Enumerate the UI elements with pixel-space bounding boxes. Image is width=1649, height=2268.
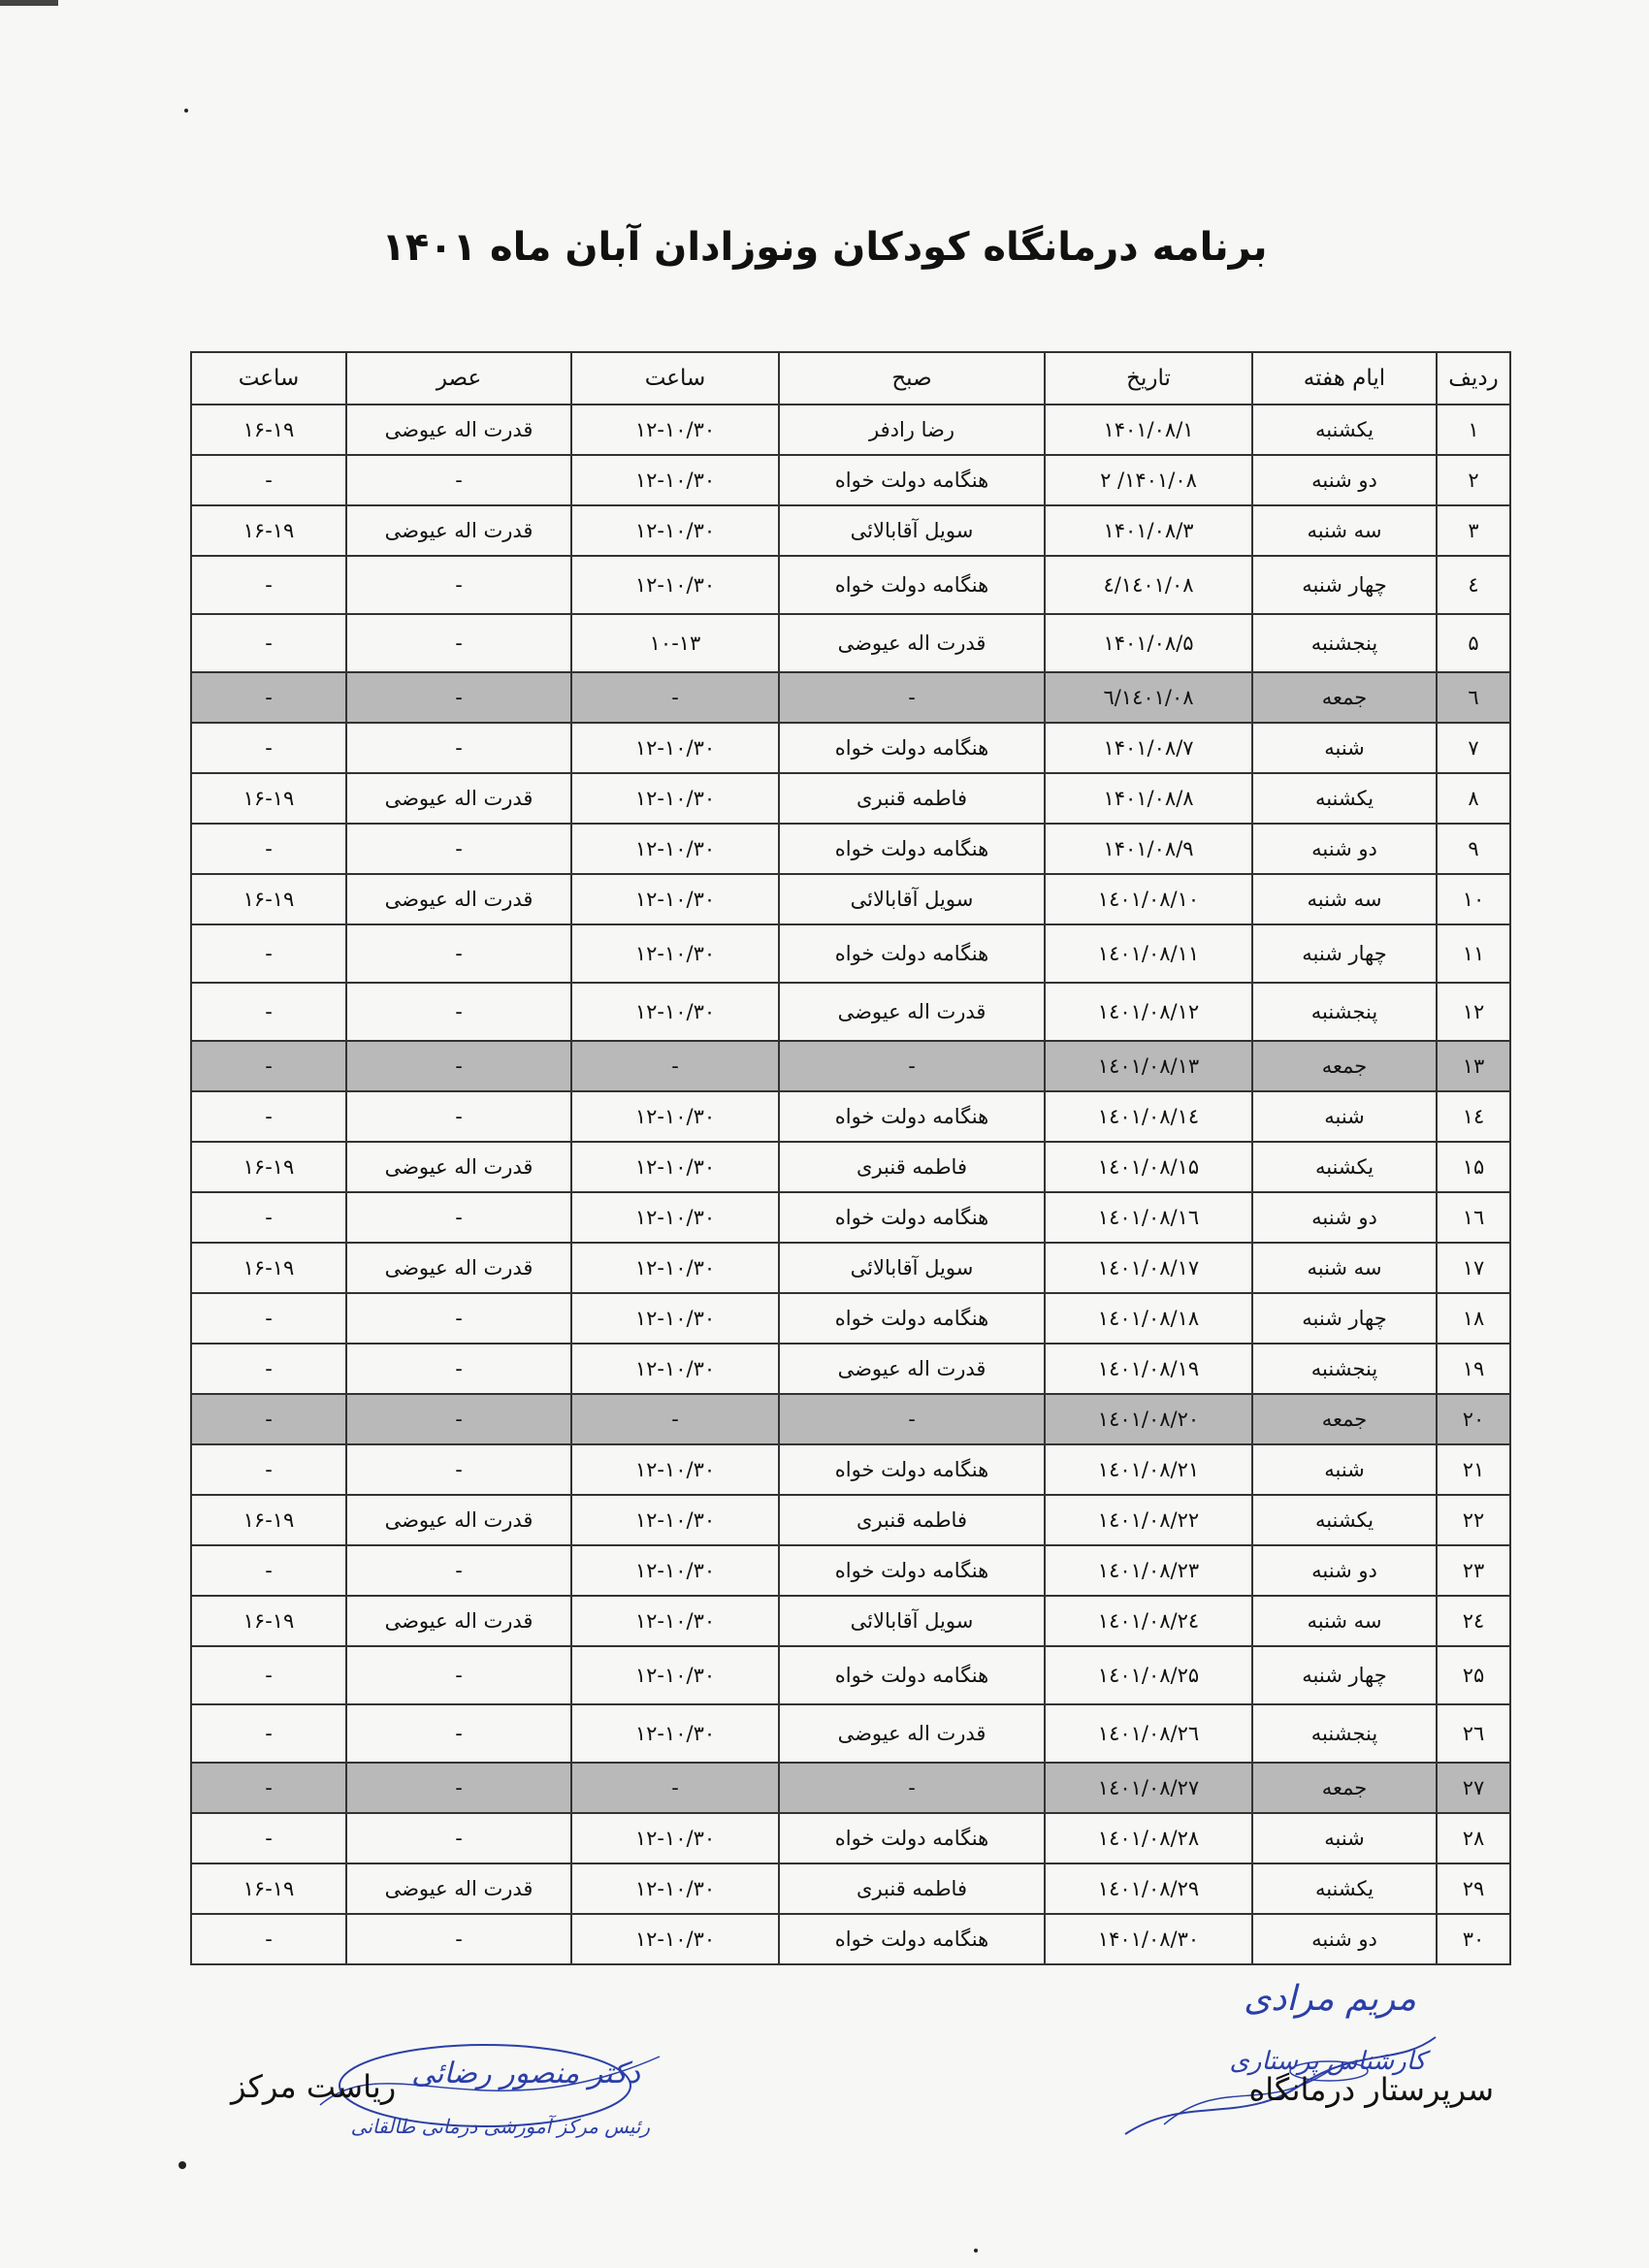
evening-time-cell: - xyxy=(191,983,346,1041)
date-cell: ۱٤۰۱/۰۸/۲۸ xyxy=(1045,1813,1252,1863)
evening-time-cell: - xyxy=(191,1704,346,1763)
evening-doctor-cell: - xyxy=(346,1763,571,1813)
row-number-cell: ۲۷ xyxy=(1437,1763,1510,1813)
morning-doctor-cell: فاطمه قنبری xyxy=(779,773,1045,824)
evening-doctor-cell: قدرت اله عیوضی xyxy=(346,1142,571,1192)
row-number-cell: ۲۰ xyxy=(1437,1394,1510,1444)
evening-doctor-cell: - xyxy=(346,1041,571,1091)
evening-time-cell: - xyxy=(191,723,346,773)
weekday-cell: دو شنبه xyxy=(1252,1545,1437,1596)
morning-time-cell: ۱۲-۱۰/۳۰ xyxy=(571,1704,779,1763)
table-row xyxy=(191,1192,1510,1243)
evening-doctor-cell: قدرت اله عیوضی xyxy=(346,874,571,924)
evening-time-cell: - xyxy=(191,556,346,614)
evening-doctor-cell: - xyxy=(346,924,571,983)
date-cell: ۱۴۰۱/۰۸/۳۰ xyxy=(1045,1914,1252,1964)
evening-time-cell: - xyxy=(191,455,346,505)
row-number-cell: ٤ xyxy=(1437,556,1510,614)
morning-time-cell: ۱۲-۱۰/۳۰ xyxy=(571,1142,779,1192)
weekday-cell: دو شنبه xyxy=(1252,824,1437,874)
weekday-cell: جمعه xyxy=(1252,1763,1437,1813)
date-cell: ۱٤۰۱/۰۸/۱۳ xyxy=(1045,1041,1252,1091)
row-number-cell: ۱۷ xyxy=(1437,1243,1510,1293)
date-cell: ۱٤۰۱/۰۸/۲۰ xyxy=(1045,1394,1252,1444)
weekday-cell: دو شنبه xyxy=(1252,1192,1437,1243)
evening-doctor-cell: - xyxy=(346,1444,571,1495)
weekday-cell: سه شنبه xyxy=(1252,505,1437,556)
row-number-cell: ۱٤ xyxy=(1437,1091,1510,1142)
morning-time-cell: ۱۲-۱۰/۳۰ xyxy=(571,1863,779,1914)
morning-time-cell: ۱۲-۱۰/۳۰ xyxy=(571,1545,779,1596)
morning-doctor-cell: هنگامه دولت خواه xyxy=(779,1091,1045,1142)
morning-time-cell: ۱۲-۱۰/۳۰ xyxy=(571,1646,779,1704)
date-cell: ۱٤۰۱/۰۸/۲۵ xyxy=(1045,1646,1252,1704)
morning-doctor-cell: سویل آقابالائی xyxy=(779,1596,1045,1646)
row-number-cell: ۱٦ xyxy=(1437,1192,1510,1243)
weekday-cell: چهار شنبه xyxy=(1252,924,1437,983)
evening-time-cell: ۱۶-۱۹ xyxy=(191,505,346,556)
date-cell: ۱٤۰۱/۰۸/۲٦ xyxy=(1045,1704,1252,1763)
morning-time-cell: ۱۲-۱۰/۳۰ xyxy=(571,1596,779,1646)
table-row xyxy=(191,1646,1510,1704)
morning-doctor-cell: هنگامه دولت خواه xyxy=(779,556,1045,614)
morning-time-cell: ۱۰-۱۳ xyxy=(571,614,779,672)
evening-doctor-cell: - xyxy=(346,455,571,505)
weekday-cell: سه شنبه xyxy=(1252,1596,1437,1646)
evening-time-cell: ۱۶-۱۹ xyxy=(191,1863,346,1914)
evening-doctor-cell: قدرت اله عیوضی xyxy=(346,1495,571,1545)
director-stamp-name: دکتر منصور رضائی xyxy=(411,2057,640,2090)
date-cell: ۱٤۰۱/۰۸/۱۸ xyxy=(1045,1293,1252,1344)
header-date: تاریخ xyxy=(1045,352,1252,405)
morning-doctor-cell: قدرت اله عیوضی xyxy=(779,983,1045,1041)
morning-doctor-cell: هنگامه دولت خواه xyxy=(779,1914,1045,1964)
morning-time-cell: ۱۲-۱۰/۳۰ xyxy=(571,405,779,455)
weekday-cell: شنبه xyxy=(1252,1091,1437,1142)
morning-time-cell: ۱۲-۱۰/۳۰ xyxy=(571,1914,779,1964)
date-cell: ۱۴۰۱/۰۸/۸ xyxy=(1045,773,1252,824)
weekday-cell: سه شنبه xyxy=(1252,874,1437,924)
evening-doctor-cell: - xyxy=(346,1545,571,1596)
morning-doctor-cell: فاطمه قنبری xyxy=(779,1495,1045,1545)
row-number-cell: ۱۸ xyxy=(1437,1293,1510,1344)
evening-doctor-cell: - xyxy=(346,983,571,1041)
evening-doctor-cell: - xyxy=(346,1344,571,1394)
row-number-cell: ۲ xyxy=(1437,455,1510,505)
table-row xyxy=(191,1914,1510,1964)
row-number-cell: ۲٦ xyxy=(1437,1704,1510,1763)
morning-doctor-cell: هنگامه دولت خواه xyxy=(779,1293,1045,1344)
nurse-supervisor-label: سرپرستار درمانگاه xyxy=(1248,2071,1494,2108)
header-row xyxy=(191,352,1510,405)
row-number-cell: ۱۵ xyxy=(1437,1142,1510,1192)
document-title: برنامه درمانگاه کودکان ونوزادان آبان ماه ۱۴۰۱ xyxy=(381,225,1268,270)
date-cell: ۱٤۰۱/۰۸/٦ xyxy=(1045,672,1252,723)
table-row xyxy=(191,1142,1510,1192)
table-row xyxy=(191,1344,1510,1394)
evening-doctor-cell: - xyxy=(346,1646,571,1704)
evening-time-cell: - xyxy=(191,1444,346,1495)
weekday-cell: سه شنبه xyxy=(1252,1243,1437,1293)
date-cell: ۱٤۰۱/۰۸/۱۹ xyxy=(1045,1344,1252,1394)
weekday-cell: یکشنبه xyxy=(1252,773,1437,824)
row-number-cell: ۲۹ xyxy=(1437,1863,1510,1914)
morning-doctor-cell: هنگامه دولت خواه xyxy=(779,1444,1045,1495)
date-cell: ۱٤۰۱/۰۸/۱۷ xyxy=(1045,1243,1252,1293)
morning-doctor-cell: - xyxy=(779,672,1045,723)
table-row xyxy=(191,455,1510,505)
evening-doctor-cell: - xyxy=(346,1091,571,1142)
table-row xyxy=(191,1596,1510,1646)
weekday-cell: دو شنبه xyxy=(1252,455,1437,505)
date-cell: ۱٤۰۱/۰۸/۱۱ xyxy=(1045,924,1252,983)
date-cell: ۱۴۰۱/۰۸/۱ xyxy=(1045,405,1252,455)
evening-time-cell: ۱۶-۱۹ xyxy=(191,874,346,924)
evening-doctor-cell: - xyxy=(346,1914,571,1964)
morning-doctor-cell: سویل آقابالائی xyxy=(779,505,1045,556)
morning-time-cell: ۱۲-۱۰/۳۰ xyxy=(571,1192,779,1243)
weekday-cell: چهار شنبه xyxy=(1252,556,1437,614)
morning-time-cell: ۱۲-۱۰/۳۰ xyxy=(571,773,779,824)
row-number-cell: ۱۰ xyxy=(1437,874,1510,924)
table-row xyxy=(191,1863,1510,1914)
table-row xyxy=(191,1545,1510,1596)
weekday-cell: چهار شنبه xyxy=(1252,1646,1437,1704)
date-cell: ۱٤۰۱/۰۸/۲٤ xyxy=(1045,1596,1252,1646)
morning-time-cell: - xyxy=(571,1394,779,1444)
evening-time-cell: - xyxy=(191,672,346,723)
table-row xyxy=(191,1394,1510,1444)
morning-doctor-cell: هنگامه دولت خواه xyxy=(779,1192,1045,1243)
morning-time-cell: ۱۲-۱۰/۳۰ xyxy=(571,983,779,1041)
morning-doctor-cell: هنگامه دولت خواه xyxy=(779,924,1045,983)
date-cell: ۱٤۰۱/۰۸/۲۱ xyxy=(1045,1444,1252,1495)
weekday-cell: جمعه xyxy=(1252,672,1437,723)
date-cell: ۱٤۰۱/۰۸/۱۰ xyxy=(1045,874,1252,924)
date-cell: ۱۴۰۱/۰۸/۳ xyxy=(1045,505,1252,556)
header-evening: عصر xyxy=(346,352,571,405)
morning-time-cell: - xyxy=(571,1763,779,1813)
header-weekday: ایام هفته xyxy=(1252,352,1437,405)
weekday-cell: پنجشنبه xyxy=(1252,1704,1437,1763)
morning-doctor-cell: هنگامه دولت خواه xyxy=(779,723,1045,773)
morning-time-cell: ۱۲-۱۰/۳۰ xyxy=(571,1293,779,1344)
table-row xyxy=(191,556,1510,614)
row-number-cell: ۱۳ xyxy=(1437,1041,1510,1091)
date-cell: ۱٤۰۱/۰۸/۱٤ xyxy=(1045,1091,1252,1142)
morning-doctor-cell: - xyxy=(779,1763,1045,1813)
table-row xyxy=(191,983,1510,1041)
weekday-cell: پنجشنبه xyxy=(1252,983,1437,1041)
evening-doctor-cell: - xyxy=(346,824,571,874)
row-number-cell: ۱ xyxy=(1437,405,1510,455)
morning-time-cell: ۱۲-۱۰/۳۰ xyxy=(571,1444,779,1495)
weekday-cell: دو شنبه xyxy=(1252,1914,1437,1964)
evening-doctor-cell: قدرت اله عیوضی xyxy=(346,773,571,824)
evening-time-cell: - xyxy=(191,614,346,672)
table-row xyxy=(191,824,1510,874)
evening-time-cell: - xyxy=(191,1763,346,1813)
table-row xyxy=(191,1495,1510,1545)
weekday-cell: چهار شنبه xyxy=(1252,1293,1437,1344)
date-cell: ۱٤۰۱/۰۸/۲۷ xyxy=(1045,1763,1252,1813)
table-row xyxy=(191,1704,1510,1763)
evening-time-cell: - xyxy=(191,1192,346,1243)
morning-doctor-cell: قدرت اله عیوضی xyxy=(779,1344,1045,1394)
date-cell: ۱٤۰۱/۰۸/۱۲ xyxy=(1045,983,1252,1041)
evening-time-cell: - xyxy=(191,824,346,874)
scan-speck xyxy=(178,2161,186,2169)
morning-time-cell: ۱۲-۱۰/۳۰ xyxy=(571,723,779,773)
header-morning-time: ساعت xyxy=(571,352,779,405)
morning-doctor-cell: سویل آقابالائی xyxy=(779,874,1045,924)
morning-doctor-cell: - xyxy=(779,1041,1045,1091)
weekday-cell: شنبه xyxy=(1252,1813,1437,1863)
weekday-cell: یکشنبه xyxy=(1252,1863,1437,1914)
evening-time-cell: ۱۶-۱۹ xyxy=(191,1243,346,1293)
evening-time-cell: - xyxy=(191,1293,346,1344)
evening-doctor-cell: قدرت اله عیوضی xyxy=(346,1243,571,1293)
morning-doctor-cell: قدرت اله عیوضی xyxy=(779,1704,1045,1763)
date-cell: ۱٤۰۱/۰۸/۱٦ xyxy=(1045,1192,1252,1243)
evening-time-cell: - xyxy=(191,1091,346,1142)
row-number-cell: ۱۹ xyxy=(1437,1344,1510,1394)
evening-time-cell: ۱۶-۱۹ xyxy=(191,405,346,455)
row-number-cell: ۲۳ xyxy=(1437,1545,1510,1596)
evening-time-cell: - xyxy=(191,1646,346,1704)
table-row xyxy=(191,924,1510,983)
row-number-cell: ۵ xyxy=(1437,614,1510,672)
row-number-cell: ۸ xyxy=(1437,773,1510,824)
morning-time-cell: ۱۲-۱۰/۳۰ xyxy=(571,1344,779,1394)
table-row xyxy=(191,723,1510,773)
evening-time-cell: - xyxy=(191,1813,346,1863)
evening-doctor-cell: قدرت اله عیوضی xyxy=(346,405,571,455)
date-cell: ۱۴۰۱/۰۸/۹ xyxy=(1045,824,1252,874)
weekday-cell: یکشنبه xyxy=(1252,405,1437,455)
weekday-cell: یکشنبه xyxy=(1252,1142,1437,1192)
evening-time-cell: - xyxy=(191,1344,346,1394)
table-row xyxy=(191,672,1510,723)
table-row xyxy=(191,1091,1510,1142)
table-row xyxy=(191,1243,1510,1293)
row-number-cell: ۲۸ xyxy=(1437,1813,1510,1863)
evening-time-cell: ۱۶-۱۹ xyxy=(191,1495,346,1545)
evening-doctor-cell: - xyxy=(346,1192,571,1243)
table-row xyxy=(191,505,1510,556)
date-cell: ۱۴۰۱/۰۸/۷ xyxy=(1045,723,1252,773)
evening-doctor-cell: - xyxy=(346,723,571,773)
evening-doctor-cell: قدرت اله عیوضی xyxy=(346,1863,571,1914)
morning-time-cell: ۱۲-۱۰/۳۰ xyxy=(571,1243,779,1293)
evening-time-cell: - xyxy=(191,1041,346,1091)
morning-doctor-cell: سویل آقابالائی xyxy=(779,1243,1045,1293)
morning-doctor-cell: هنگامه دولت خواه xyxy=(779,824,1045,874)
evening-time-cell: ۱۶-۱۹ xyxy=(191,773,346,824)
morning-doctor-cell: هنگامه دولت خواه xyxy=(779,1545,1045,1596)
date-cell: ۱۴۰۱/۰۸/۵ xyxy=(1045,614,1252,672)
row-number-cell: ۱۱ xyxy=(1437,924,1510,983)
table-row xyxy=(191,614,1510,672)
weekday-cell: یکشنبه xyxy=(1252,1495,1437,1545)
morning-time-cell: ۱۲-۱۰/۳۰ xyxy=(571,874,779,924)
nurse-stamp-title: کارشناس پرستاری xyxy=(1229,2047,1426,2076)
table-row xyxy=(191,874,1510,924)
table-row xyxy=(191,1763,1510,1813)
morning-doctor-cell: فاطمه قنبری xyxy=(779,1142,1045,1192)
weekday-cell: شنبه xyxy=(1252,723,1437,773)
schedule-table xyxy=(190,351,1511,1965)
header-row-number: ردیف xyxy=(1437,352,1510,405)
morning-doctor-cell: - xyxy=(779,1394,1045,1444)
evening-time-cell: - xyxy=(191,1914,346,1964)
weekday-cell: جمعه xyxy=(1252,1041,1437,1091)
row-number-cell: ۱۲ xyxy=(1437,983,1510,1041)
morning-doctor-cell: هنگامه دولت خواه xyxy=(779,1813,1045,1863)
evening-doctor-cell: - xyxy=(346,614,571,672)
row-number-cell: ۷ xyxy=(1437,723,1510,773)
evening-time-cell: - xyxy=(191,924,346,983)
date-cell: ۱٤۰۱/۰۸/۱۵ xyxy=(1045,1142,1252,1192)
schedule-body xyxy=(191,405,1510,1964)
morning-time-cell: ۱۲-۱۰/۳۰ xyxy=(571,455,779,505)
morning-doctor-cell: هنگامه دولت خواه xyxy=(779,1646,1045,1704)
row-number-cell: ۲۲ xyxy=(1437,1495,1510,1545)
row-number-cell: ۳۰ xyxy=(1437,1914,1510,1964)
row-number-cell: ٦ xyxy=(1437,672,1510,723)
date-cell: ۱٤۰۱/۰۸/۲۹ xyxy=(1045,1863,1252,1914)
evening-doctor-cell: قدرت اله عیوضی xyxy=(346,1596,571,1646)
scan-speck xyxy=(974,2249,978,2252)
weekday-cell: پنجشنبه xyxy=(1252,1344,1437,1394)
morning-time-cell: ۱۲-۱۰/۳۰ xyxy=(571,1813,779,1863)
nurse-stamp xyxy=(1106,1979,1455,2144)
scan-speck xyxy=(184,109,188,113)
evening-doctor-cell: - xyxy=(346,1704,571,1763)
header-morning: صبح xyxy=(779,352,1045,405)
header-evening-time: ساعت xyxy=(191,352,346,405)
evening-doctor-cell: - xyxy=(346,1813,571,1863)
morning-doctor-cell: هنگامه دولت خواه xyxy=(779,455,1045,505)
row-number-cell: ۳ xyxy=(1437,505,1510,556)
center-director-label: ریاست مرکز xyxy=(231,2068,397,2105)
table-row xyxy=(191,773,1510,824)
weekday-cell: شنبه xyxy=(1252,1444,1437,1495)
morning-time-cell: - xyxy=(571,1041,779,1091)
weekday-cell: جمعه xyxy=(1252,1394,1437,1444)
morning-time-cell: ۱۲-۱۰/۳۰ xyxy=(571,924,779,983)
morning-time-cell: ۱۲-۱۰/۳۰ xyxy=(571,556,779,614)
date-cell: ۱۴۰۱/۰۸/ ۲ xyxy=(1045,455,1252,505)
evening-time-cell: - xyxy=(191,1394,346,1444)
scan-edge-mark xyxy=(0,0,58,6)
table-row xyxy=(191,1293,1510,1344)
weekday-cell: پنجشنبه xyxy=(1252,614,1437,672)
table-row xyxy=(191,1444,1510,1495)
date-cell: ۱٤۰۱/۰۸/٤ xyxy=(1045,556,1252,614)
evening-doctor-cell: قدرت اله عیوضی xyxy=(346,505,571,556)
row-number-cell: ۲۱ xyxy=(1437,1444,1510,1495)
evening-time-cell: ۱۶-۱۹ xyxy=(191,1596,346,1646)
table-row xyxy=(191,405,1510,455)
morning-doctor-cell: فاطمه قنبری xyxy=(779,1863,1045,1914)
row-number-cell: ۹ xyxy=(1437,824,1510,874)
row-number-cell: ۲۵ xyxy=(1437,1646,1510,1704)
table-row xyxy=(191,1041,1510,1091)
row-number-cell: ۲٤ xyxy=(1437,1596,1510,1646)
evening-time-cell: ۱۶-۱۹ xyxy=(191,1142,346,1192)
evening-time-cell: - xyxy=(191,1545,346,1596)
morning-time-cell: ۱۲-۱۰/۳۰ xyxy=(571,824,779,874)
date-cell: ۱٤۰۱/۰۸/۲۲ xyxy=(1045,1495,1252,1545)
morning-doctor-cell: رضا رادفر xyxy=(779,405,1045,455)
morning-time-cell: ۱۲-۱۰/۳۰ xyxy=(571,1495,779,1545)
table-row xyxy=(191,1813,1510,1863)
evening-doctor-cell: - xyxy=(346,672,571,723)
evening-doctor-cell: - xyxy=(346,1293,571,1344)
morning-time-cell: - xyxy=(571,672,779,723)
evening-doctor-cell: - xyxy=(346,556,571,614)
director-stamp-title: رئیس مرکز آموزشی درمانی طالقانی xyxy=(350,2115,650,2138)
morning-time-cell: ۱۲-۱۰/۳۰ xyxy=(571,505,779,556)
evening-doctor-cell: - xyxy=(346,1394,571,1444)
morning-time-cell: ۱۲-۱۰/۳۰ xyxy=(571,1091,779,1142)
date-cell: ۱٤۰۱/۰۸/۲۳ xyxy=(1045,1545,1252,1596)
morning-doctor-cell: قدرت اله عیوضی xyxy=(779,614,1045,672)
nurse-stamp-name: مریم مرادی xyxy=(1244,1979,1416,2019)
